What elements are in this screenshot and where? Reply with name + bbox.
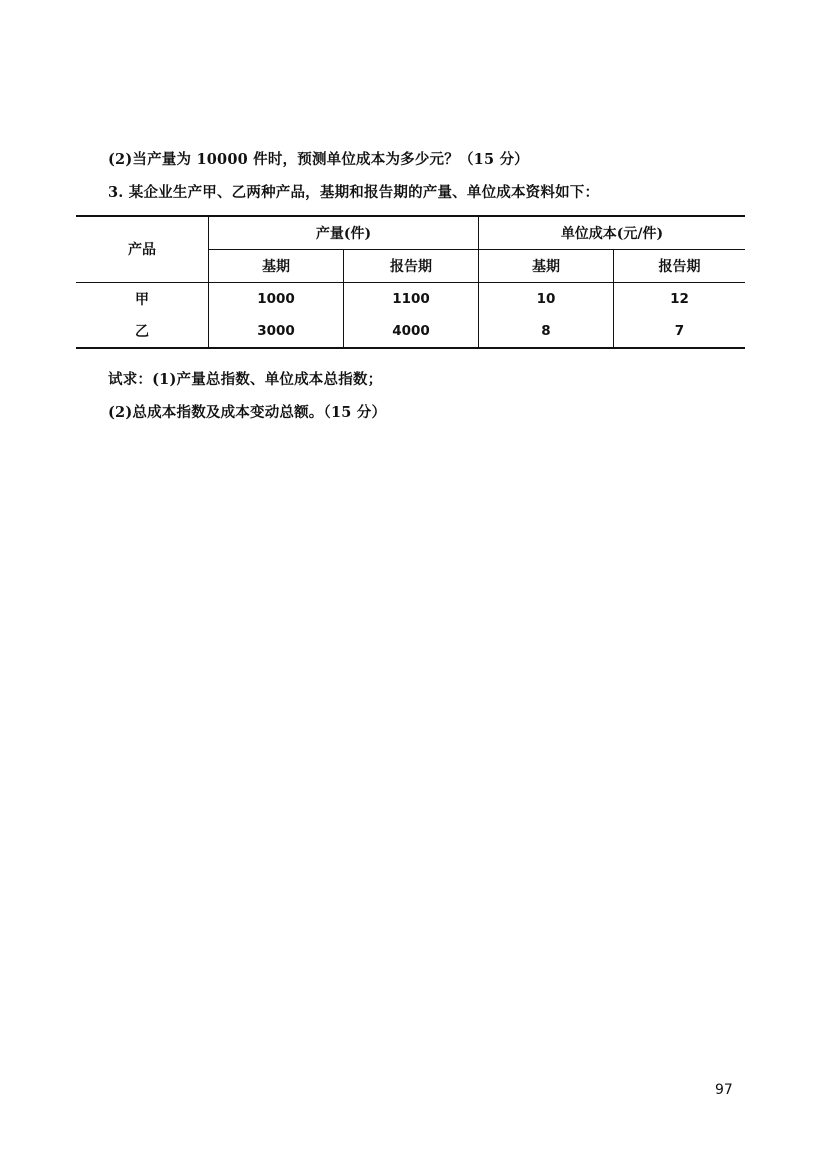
question-3-text: 3. 某企业生产甲、乙两种产品，基期和报告期的产量、单位成本资料如下：	[108, 184, 600, 201]
table-row	[76, 315, 745, 348]
header-product: 产品	[76, 216, 209, 282]
cell-cost-base: 8	[479, 315, 614, 348]
cell-output-report: 4000	[344, 315, 479, 348]
cell-cost-report: 12	[614, 282, 746, 315]
cell-product: 甲	[135, 291, 149, 308]
data-table	[76, 215, 745, 349]
header-output: 产量(件)	[209, 216, 479, 249]
cell-cost-report: 7	[614, 315, 746, 348]
ask-text-1: 试求：(1)产量总指数、单位成本总指数；	[108, 371, 383, 388]
subheader-output-report: 报告期	[344, 249, 479, 282]
cell-output-base: 1000	[209, 282, 344, 315]
page-number: 97	[715, 1082, 733, 1098]
subheader-cost-report: 报告期	[614, 249, 746, 282]
cell-output-base: 3000	[209, 315, 344, 348]
question-2-text: (2)当产量为 10000 件时，预测单位成本为多少元？（15 分）	[108, 151, 529, 168]
subheader-output-base: 基期	[209, 249, 344, 282]
header-unit-cost: 单位成本(元/件)	[479, 216, 746, 249]
cell-product: 乙	[76, 315, 209, 348]
cell-output-report: 1100	[344, 282, 479, 315]
table-row	[76, 282, 745, 315]
ask-text-2: (2)总成本指数及成本变动总额。（15 分）	[108, 404, 387, 421]
cell-cost-base: 10	[479, 282, 614, 315]
subheader-cost-base: 基期	[479, 249, 614, 282]
